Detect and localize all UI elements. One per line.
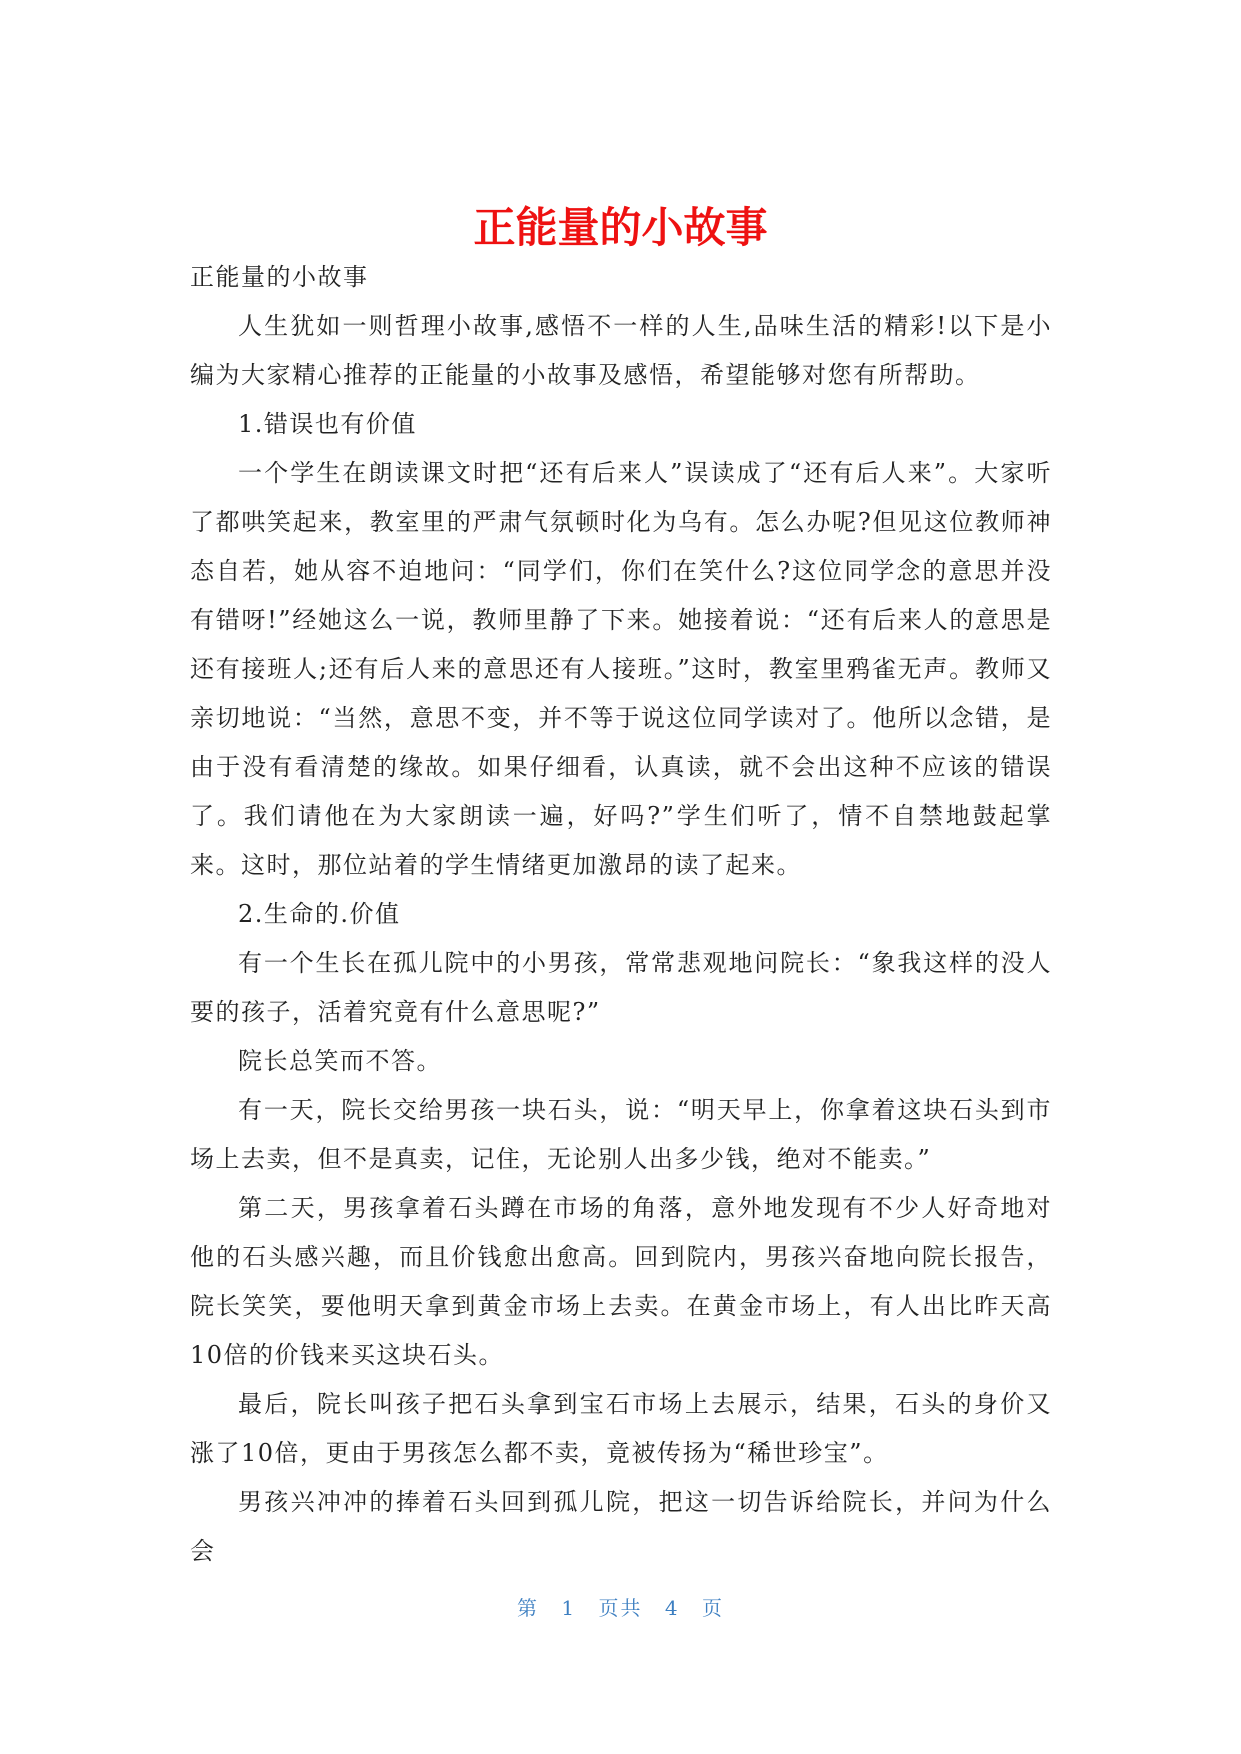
paragraph: 最后，院长叫孩子把石头拿到宝石市场上去展示，结果，石头的身价又涨了10倍，更由于男孩怎么都不卖，竟被传扬为“稀世珍宝”。: [190, 1390, 1052, 1467]
paragraph: 一个学生在朗读课文时把“还有后来人”误读成了“还有后人来”。大家听了都哄笑起来，教室里的严肃气氛顿时化为乌有。怎么办呢?但见这位教师神态自若，她从容不迫地问：“同学们，你们在笑什么?这位同学念的意思并没有错呀!”经她这么一说，教师里静了下来。她接着说：“还有后来人的意思是还有接班人;还有后人来的意思还有人接班。”这时，教室里鸦雀无声。教师又亲切地说：“当然，意思不变，并不等于说这位同学读对了。他所以念错，是由于没有看清楚的缘故。如果仔细看，认真读，就不会出这种不应该的错误了。我们请他在为大家朗读一遍，好吗?”学生们听了，情不自禁地鼓起掌来。这时，那位站着的学生情绪更加激昂的读了起来。: [190, 459, 1052, 879]
footer-total-pages: 4: [664, 1596, 680, 1620]
page-footer: [0, 1594, 1241, 1622]
footer-suffix: 页: [701, 1596, 724, 1620]
footer-prefix: 第: [517, 1596, 540, 1620]
paragraph: 院长总笑而不答。: [238, 1047, 442, 1075]
paragraph: 有一个生长在孤儿院中的小男孩，常常悲观地问院长：“象我这样的没人要的孩子，活着究竟有什么意思呢?”: [190, 949, 1052, 1026]
document-title: 正能量的小故事: [473, 203, 768, 252]
footer-middle: 页共: [598, 1596, 643, 1620]
paragraph: 男孩兴冲冲的捧着石头回到孤儿院，把这一切告诉给院长，并问为什么会: [190, 1488, 1052, 1565]
paragraph: 1.错误也有价值: [238, 410, 417, 438]
paragraph: 人生犹如一则哲理小故事,感悟不一样的人生,品味生活的精彩!以下是小编为大家精心推荐的正能量的小故事及感悟，希望能够对您有所帮助。: [190, 312, 1052, 389]
paragraph: 第二天，男孩拿着石头蹲在市场的角落，意外地发现有不少人好奇地对他的石头感兴趣，而且价钱愈出愈高。回到院内，男孩兴奋地向院长报告，院长笑笑，要他明天拿到黄金市场上去卖。在黄金市场上，有人出比昨天高10倍的价钱来买这块石头。: [190, 1194, 1052, 1369]
paragraph: 2.生命的.价值: [238, 900, 401, 928]
footer-page-number: 1: [561, 1596, 577, 1620]
document-body: [190, 253, 1052, 1576]
document-subtitle: 正能量的小故事: [190, 263, 369, 291]
paragraph: 有一天，院长交给男孩一块石头，说：“明天早上，你拿着这块石头到市场上去卖，但不是真卖，记住，无论别人出多少钱，绝对不能卖。”: [190, 1096, 1052, 1173]
